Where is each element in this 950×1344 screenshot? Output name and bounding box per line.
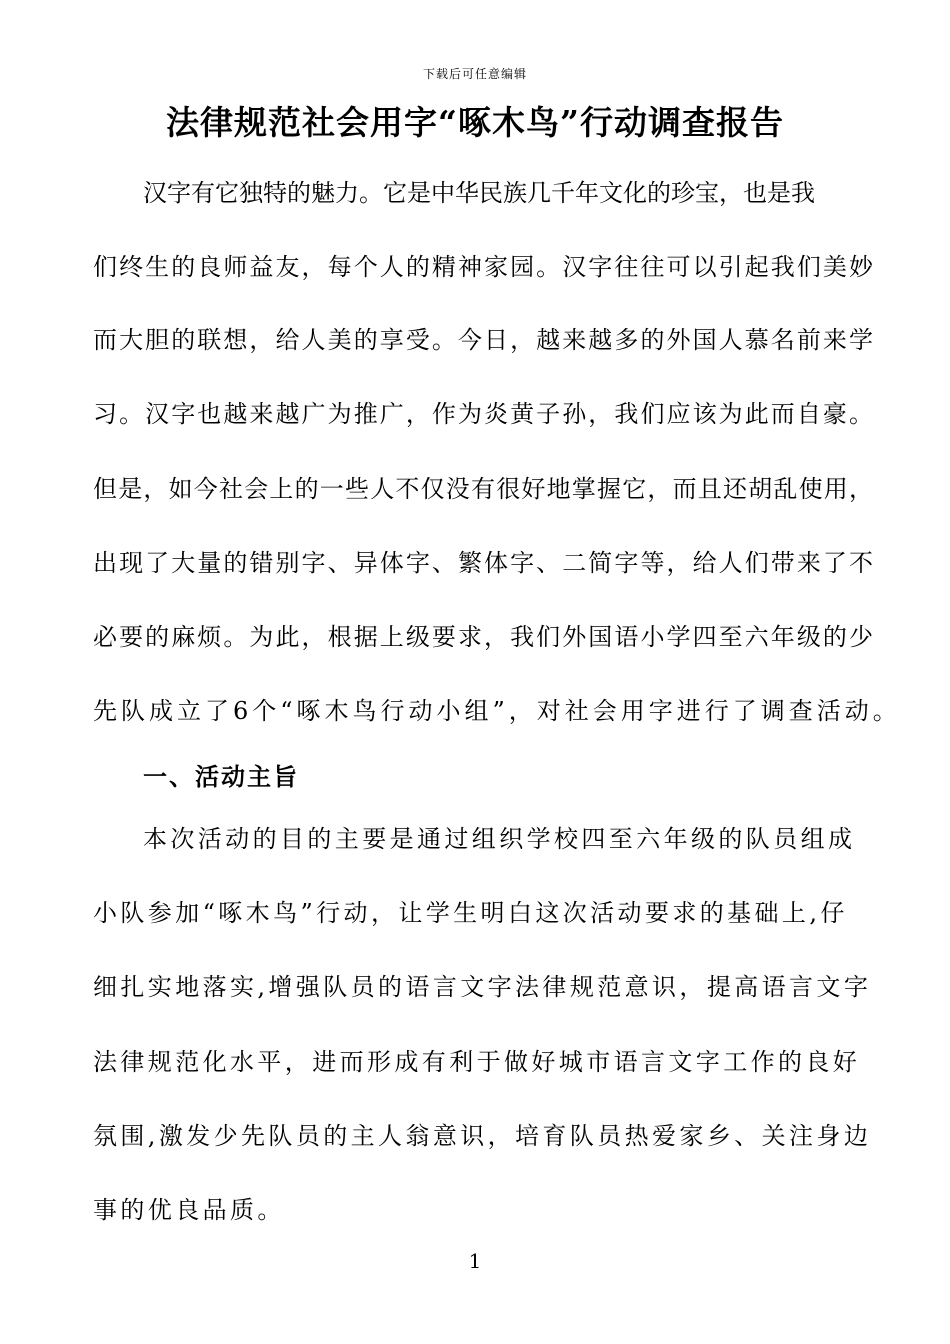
paragraph-line: 本次活动的目的主要是通过组织学校四至六年级的队员组成: [143, 825, 856, 853]
document-title: 法律规范社会用字“啄木鸟”行动调查报告: [166, 103, 784, 142]
paragraph-line: 必要的麻烦。为此，根据上级要求，我们外国语小学四至六年级的少: [93, 623, 873, 651]
paragraph-line: 氛围,激发少先队员的主人翁意识，培育队员热爱家乡、关注身边: [93, 1122, 872, 1150]
page-number: 1: [468, 1249, 482, 1273]
paragraph-line: 出现了大量的错别字、异体字、繁体字、二简字等，给人们带来了不: [93, 549, 873, 577]
paragraph-line: 先队成立了6个“啄木鸟行动小组”，对社会用字进行了调查活动。: [93, 697, 901, 725]
paragraph-line: 法律规范化水平，进而形成有利于做好城市语言文字工作的良好: [93, 1048, 861, 1076]
paragraph-line: 小队参加“啄木鸟”行动，让学生明白这次活动要求的基础上,仔: [93, 899, 848, 927]
paragraph-line: 们终生的良师益友，每个人的精神家园。汉字往往可以引起我们美妙: [93, 253, 873, 281]
section-heading: 一、活动主旨: [143, 763, 299, 791]
paragraph-line: 而大胆的联想，给人美的享受。今日，越来越多的外国人慕名前来学: [93, 326, 873, 354]
paragraph-line: 事的优良品质。: [93, 1196, 285, 1224]
header-note: 下载后可任意编辑: [422, 67, 527, 81]
paragraph-line: 汉字有它独特的魅力。它是中华民族几千年文化的珍宝，也是我: [143, 179, 815, 207]
paragraph-line: 细扎实地落实,增强队员的语言文字法律规范意识，提高语言文字: [93, 973, 872, 1001]
paragraph-line: 习。汉字也越来越广为推广，作为炎黄子孙，我们应该为此而自豪。: [93, 400, 873, 428]
paragraph-line: 但是，如今社会上的一些人不仅没有很好地掌握它，而且还胡乱使用，: [93, 475, 873, 503]
